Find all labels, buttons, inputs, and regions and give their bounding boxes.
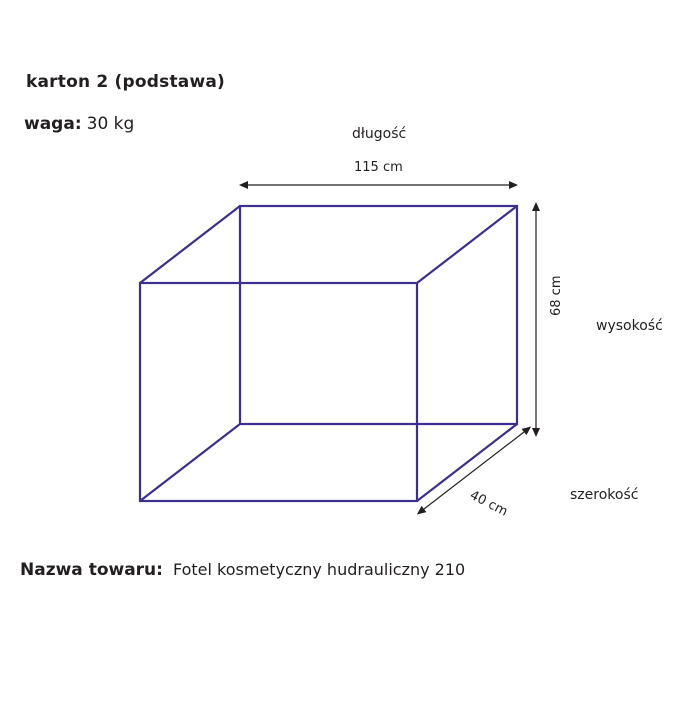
product-name-label: Nazwa towaru: xyxy=(20,560,163,580)
dimension-width-value: 40 cm xyxy=(467,488,511,520)
dimension-height-value: 68 cm xyxy=(549,275,564,316)
product-name-row xyxy=(20,560,465,580)
weight-value: 30 kg xyxy=(86,114,135,134)
label-width: szerokość xyxy=(570,487,639,503)
page-title: karton 2 (podstawa) xyxy=(26,72,225,92)
product-name-value: Fotel kosmetyczny hudrauliczny 210 xyxy=(172,560,466,579)
dimension-arrows xyxy=(248,185,536,509)
label-height: wysokość xyxy=(596,318,663,334)
dimension-length-value: 115 cm xyxy=(354,160,403,175)
weight-label: waga: xyxy=(24,114,82,134)
box-wireframe xyxy=(140,206,517,501)
label-length: długość xyxy=(352,126,407,142)
